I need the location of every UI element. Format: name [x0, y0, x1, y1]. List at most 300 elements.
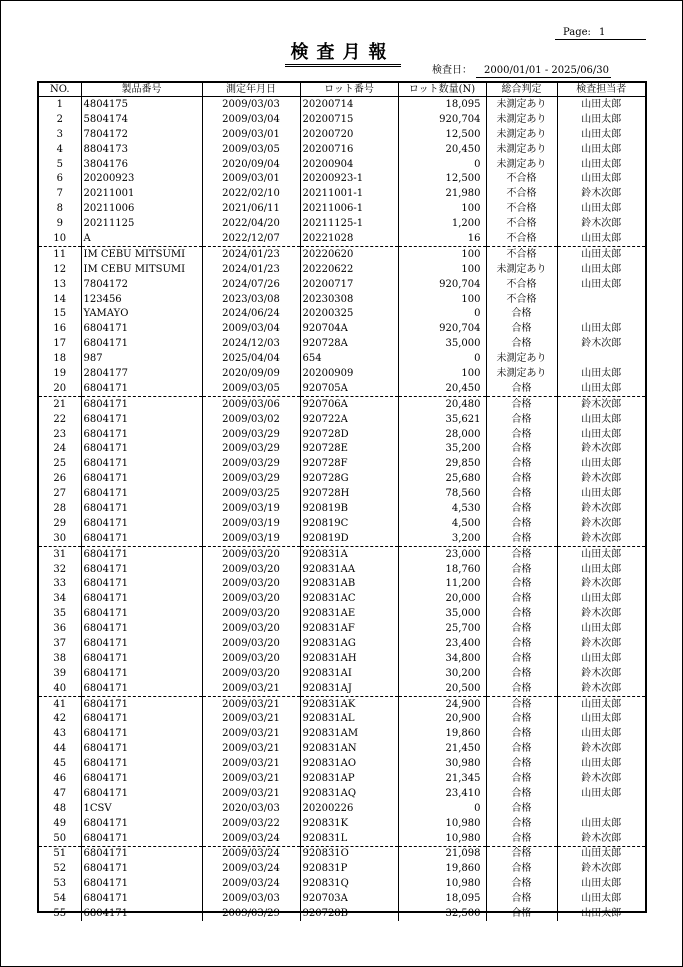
cell-no: 24 — [39, 441, 81, 456]
cell-no: 31 — [39, 546, 81, 561]
cell-product-number: 6804171 — [81, 906, 202, 921]
cell-lot-number: 920831AA — [300, 562, 398, 577]
cell-measurement-date: 2009/03/21 — [202, 726, 300, 741]
cell-product-number: 20211125 — [81, 216, 202, 231]
cell-overall-judgment: 合格 — [486, 396, 557, 411]
cell-product-number: 6804171 — [81, 876, 202, 891]
cell-lot-quantity: 0 — [398, 351, 486, 366]
cell-lot-quantity: 30,200 — [398, 666, 486, 681]
cell-no: 33 — [39, 577, 81, 592]
cell-lot-number: 920831AN — [300, 741, 398, 756]
cell-overall-judgment: 合格 — [486, 651, 557, 666]
cell-measurement-date: 2009/03/03 — [202, 97, 300, 112]
cell-lot-number: 20200226 — [300, 801, 398, 816]
cell-product-number: 7804172 — [81, 277, 202, 292]
cell-product-number: 1CSV — [81, 801, 202, 816]
table-row — [39, 577, 645, 592]
cell-no: 17 — [39, 336, 81, 351]
cell-inspector: 山田太郎 — [581, 367, 622, 379]
cell-lot-quantity: 20,450 — [398, 142, 486, 157]
table-row — [39, 171, 645, 186]
table-row — [39, 231, 645, 246]
cell-inspector: 山田太郎 — [557, 381, 645, 396]
cell-inspector: 山田太郎 — [581, 128, 622, 140]
cell-overall-judgment: 合格 — [486, 546, 557, 561]
cell-measurement-date: 2020/03/03 — [202, 801, 300, 816]
cell-no: 35 — [39, 606, 81, 621]
cell-inspector: 鈴木次郎 — [557, 681, 645, 696]
cell-inspector: 鈴木次郎 — [581, 638, 622, 649]
cell-measurement-date: 2009/03/02 — [202, 412, 300, 427]
cell-inspector: 山田太郎 — [581, 203, 622, 215]
cell-inspector: 山田太郎 — [581, 278, 622, 290]
cell-no: 12 — [39, 262, 81, 277]
col-header-measurement-date: 測定年月日 — [202, 83, 300, 97]
cell-lot-quantity: 20,500 — [398, 681, 486, 696]
cell-inspector: 鈴木次郎 — [581, 188, 622, 200]
cell-measurement-date: 2009/03/05 — [202, 381, 300, 396]
cell-overall-judgment: 未測定あり — [486, 127, 557, 142]
cell-lot-quantity: 3,200 — [398, 531, 486, 546]
report-title: 検査月報 — [290, 42, 395, 63]
cell-no: 15 — [39, 306, 81, 321]
table-row — [39, 712, 645, 727]
cell-no: 25 — [39, 456, 81, 471]
cell-lot-number: 920728D — [300, 427, 398, 442]
cell-overall-judgment: 合格 — [486, 696, 557, 711]
cell-lot-number: 920831Q — [300, 876, 398, 891]
cell-lot-number: 920831L — [300, 831, 398, 846]
cell-inspector: 山田太郎 — [581, 848, 622, 860]
cell-lot-quantity: 21,450 — [398, 741, 486, 756]
cell-product-number: 6804171 — [81, 816, 202, 831]
cell-measurement-date: 2009/03/29 — [202, 427, 300, 442]
table-row — [39, 427, 645, 442]
cell-inspector: 山田太郎 — [581, 263, 622, 275]
cell-lot-number: 920831AF — [300, 621, 398, 636]
table-row — [39, 97, 645, 112]
cell-measurement-date: 2021/06/11 — [202, 201, 300, 216]
table-row — [39, 456, 645, 471]
cell-no: 19 — [39, 366, 81, 381]
cell-inspector — [557, 292, 645, 307]
title-underline-2 — [285, 66, 401, 67]
cell-measurement-date: 2009/03/03 — [202, 891, 300, 906]
cell-product-number: 6804171 — [81, 441, 202, 456]
cell-no: 46 — [39, 771, 81, 786]
cell-no: 34 — [39, 591, 81, 606]
cell-lot-number: 20211125-1 — [300, 216, 398, 231]
cell-inspector: 山田太郎 — [581, 548, 622, 560]
cell-inspector: 山田太郎 — [581, 413, 622, 425]
cell-measurement-date: 2009/03/20 — [202, 666, 300, 681]
table-row — [39, 277, 645, 292]
cell-inspector: 山田太郎 — [581, 787, 622, 799]
cell-measurement-date: 2009/03/21 — [202, 786, 300, 801]
cell-lot-quantity: 12,500 — [398, 171, 486, 186]
cell-lot-number: 20230308 — [300, 292, 398, 307]
cell-no: 38 — [39, 651, 81, 666]
cell-lot-quantity: 920,704 — [398, 321, 486, 336]
cell-lot-quantity: 35,000 — [398, 336, 486, 351]
table-row — [39, 412, 645, 427]
cell-inspector: 山田太郎 — [581, 248, 622, 260]
cell-overall-judgment: 合格 — [486, 891, 557, 906]
cell-lot-quantity: 0 — [398, 157, 486, 172]
cell-lot-number: 20200325 — [300, 306, 398, 321]
cell-overall-judgment: 合格 — [486, 906, 557, 921]
cell-product-number: 6804171 — [81, 577, 202, 592]
cell-overall-judgment: 合格 — [486, 666, 557, 681]
cell-lot-number: 920819D — [300, 531, 398, 546]
cell-lot-quantity: 100 — [398, 366, 486, 381]
cell-lot-number: 920831AL — [300, 712, 398, 727]
table-header-row — [39, 83, 645, 97]
cell-lot-number: 920703A — [300, 891, 398, 906]
cell-lot-number: 920831AM — [300, 726, 398, 741]
cell-overall-judgment: 不合格 — [486, 201, 557, 216]
cell-product-number: 20211006 — [81, 201, 202, 216]
col-header-no: NO. — [39, 83, 81, 97]
cell-lot-quantity: 29,850 — [398, 456, 486, 471]
cell-no: 21 — [39, 396, 81, 411]
cell-product-number: 6804171 — [81, 427, 202, 442]
cell-lot-quantity: 32,500 — [398, 906, 486, 921]
cell-lot-number: 20211006-1 — [300, 201, 398, 216]
cell-overall-judgment: 合格 — [486, 501, 557, 516]
cell-measurement-date: 2009/03/20 — [202, 621, 300, 636]
table-row — [39, 262, 645, 277]
cell-measurement-date: 2009/03/04 — [202, 112, 300, 127]
cell-inspector: 鈴木次郎 — [581, 398, 622, 410]
table-row — [39, 127, 645, 142]
cell-overall-judgment: 合格 — [486, 726, 557, 741]
cell-lot-number: 920831AP — [300, 771, 398, 786]
cell-measurement-date: 2009/03/21 — [202, 681, 300, 696]
inspection-table — [39, 83, 645, 921]
cell-overall-judgment: 合格 — [486, 321, 557, 336]
cell-overall-judgment: 合格 — [486, 306, 557, 321]
title-underline — [285, 64, 401, 65]
cell-measurement-date: 2024/12/03 — [202, 336, 300, 351]
cell-product-number: 6804171 — [81, 412, 202, 427]
cell-product-number: 6804171 — [81, 486, 202, 501]
cell-measurement-date: 2009/03/06 — [202, 396, 300, 411]
cell-lot-quantity: 10,980 — [398, 816, 486, 831]
table-row — [39, 562, 645, 577]
table-row — [39, 651, 645, 666]
cell-product-number: 6804171 — [81, 741, 202, 756]
cell-inspector: 山田太郎 — [581, 728, 622, 740]
cell-inspector: 鈴木次郎 — [581, 578, 622, 590]
table-row — [39, 292, 645, 307]
cell-measurement-date: 2009/03/05 — [202, 142, 300, 157]
cell-overall-judgment: 合格 — [486, 441, 557, 456]
cell-no: 51 — [39, 846, 81, 861]
cell-inspector: 山田太郎 — [581, 713, 622, 725]
table-row — [39, 531, 645, 546]
cell-no: 45 — [39, 756, 81, 771]
cell-inspector: 山田太郎 — [557, 231, 645, 246]
cell-measurement-date: 2022/12/07 — [202, 231, 300, 246]
cell-product-number: 6804171 — [81, 516, 202, 531]
cell-overall-judgment: 合格 — [486, 771, 557, 786]
cell-lot-number: 20220622 — [300, 262, 398, 277]
table-row — [39, 471, 645, 486]
cell-lot-number: 920831AO — [300, 756, 398, 771]
cell-lot-number: 20200720 — [300, 127, 398, 142]
cell-lot-quantity: 12,500 — [398, 127, 486, 142]
cell-overall-judgment: 合格 — [486, 741, 557, 756]
cell-measurement-date: 2009/03/19 — [202, 531, 300, 546]
cell-product-number: 3804176 — [81, 157, 202, 172]
cell-lot-number: 920831AJ — [300, 681, 398, 696]
cell-overall-judgment: 未測定あり — [486, 157, 557, 172]
cell-measurement-date: 2009/03/20 — [202, 546, 300, 561]
cell-lot-quantity: 10,980 — [398, 876, 486, 891]
cell-lot-quantity: 18,095 — [398, 891, 486, 906]
cell-no: 50 — [39, 831, 81, 846]
cell-measurement-date: 2009/03/01 — [202, 127, 300, 142]
cell-overall-judgment: 不合格 — [486, 171, 557, 186]
cell-product-number: 2804177 — [81, 366, 202, 381]
cell-product-number: 6804171 — [81, 771, 202, 786]
cell-measurement-date: 2022/02/10 — [202, 186, 300, 201]
cell-overall-judgment: 合格 — [486, 471, 557, 486]
cell-lot-number: 20221028 — [300, 231, 398, 246]
cell-overall-judgment: 合格 — [486, 681, 557, 696]
cell-no: 27 — [39, 486, 81, 501]
cell-lot-number: 20200904 — [300, 157, 398, 172]
cell-no: 37 — [39, 636, 81, 651]
cell-overall-judgment: 未測定あり — [486, 366, 557, 381]
cell-overall-judgment: 合格 — [486, 606, 557, 621]
cell-lot-number: 920831AH — [300, 651, 398, 666]
cell-product-number: 6804171 — [81, 321, 202, 336]
cell-no: 18 — [39, 351, 81, 366]
cell-lot-quantity: 25,680 — [398, 471, 486, 486]
cell-no: 29 — [39, 516, 81, 531]
cell-inspector: 鈴木次郎 — [581, 338, 622, 350]
cell-overall-judgment: 合格 — [486, 577, 557, 592]
cell-measurement-date: 2009/03/21 — [202, 771, 300, 786]
cell-overall-judgment: 合格 — [486, 786, 557, 801]
cell-measurement-date: 2009/03/21 — [202, 741, 300, 756]
cell-lot-quantity: 19,860 — [398, 861, 486, 876]
cell-measurement-date: 2009/03/29 — [202, 456, 300, 471]
cell-measurement-date: 2009/03/22 — [202, 816, 300, 831]
cell-product-number: 987 — [81, 351, 202, 366]
table-row — [39, 501, 645, 516]
cell-no: 53 — [39, 876, 81, 891]
table-row — [39, 816, 645, 831]
cell-no: 7 — [39, 186, 81, 201]
cell-no: 32 — [39, 562, 81, 577]
cell-product-number: 6804171 — [81, 891, 202, 906]
cell-lot-number: 920831P — [300, 861, 398, 876]
cell-product-number: 6804171 — [81, 651, 202, 666]
table-body — [39, 97, 645, 921]
cell-measurement-date: 2009/03/29 — [202, 906, 300, 921]
cell-no: 9 — [39, 216, 81, 231]
cell-overall-judgment: 未測定あり — [486, 142, 557, 157]
cell-lot-quantity: 18,760 — [398, 562, 486, 577]
cell-overall-judgment: 合格 — [486, 636, 557, 651]
cell-overall-judgment: 不合格 — [486, 216, 557, 231]
cell-lot-quantity: 20,000 — [398, 591, 486, 606]
table-row — [39, 591, 645, 606]
cell-measurement-date: 2024/07/26 — [202, 277, 300, 292]
cell-lot-quantity: 20,900 — [398, 712, 486, 727]
table-row — [39, 216, 645, 231]
cell-product-number: 6804171 — [81, 712, 202, 727]
cell-no: 47 — [39, 786, 81, 801]
cell-overall-judgment: 不合格 — [486, 246, 557, 261]
cell-product-number: 6804171 — [81, 562, 202, 577]
table-row — [39, 186, 645, 201]
cell-lot-quantity: 25,700 — [398, 621, 486, 636]
cell-lot-quantity: 18,095 — [398, 97, 486, 112]
cell-no: 23 — [39, 427, 81, 442]
table-row — [39, 516, 645, 531]
cell-overall-judgment: 合格 — [486, 846, 557, 861]
table-row — [39, 396, 645, 411]
cell-product-number: 6804171 — [81, 591, 202, 606]
cell-no: 43 — [39, 726, 81, 741]
inspection-table-frame — [37, 81, 647, 920]
col-header-lot-quantity: ロット数量(N) — [398, 83, 486, 97]
cell-no: 8 — [39, 201, 81, 216]
cell-lot-quantity: 4,500 — [398, 516, 486, 531]
cell-inspector: 山田太郎 — [581, 908, 622, 920]
cell-lot-number: 920831AE — [300, 606, 398, 621]
date-range-label: 検査日： — [432, 65, 472, 76]
cell-product-number: 6804171 — [81, 336, 202, 351]
cell-overall-judgment: 合格 — [486, 381, 557, 396]
cell-no: 5 — [39, 157, 81, 172]
cell-no: 39 — [39, 666, 81, 681]
cell-inspector: 山田太郎 — [581, 893, 622, 905]
cell-inspector — [557, 351, 645, 366]
cell-no: 6 — [39, 171, 81, 186]
cell-lot-quantity: 100 — [398, 246, 486, 261]
cell-lot-quantity: 100 — [398, 262, 486, 277]
cell-measurement-date: 2009/03/20 — [202, 562, 300, 577]
cell-lot-number: 920705A — [300, 381, 398, 396]
table-row — [39, 891, 645, 906]
cell-overall-judgment: 合格 — [486, 591, 557, 606]
cell-inspector: 山田太郎 — [581, 143, 622, 155]
cell-lot-quantity: 28,000 — [398, 427, 486, 442]
cell-inspector: 山田太郎 — [581, 593, 622, 605]
cell-inspector: 鈴木次郎 — [581, 863, 622, 875]
cell-measurement-date: 2009/03/20 — [202, 636, 300, 651]
cell-inspector: 山田太郎 — [581, 428, 622, 440]
cell-lot-number: 20200714 — [300, 97, 398, 112]
table-row — [39, 741, 645, 756]
table-row — [39, 441, 645, 456]
cell-no: 48 — [39, 801, 81, 816]
cell-lot-quantity: 24,900 — [398, 696, 486, 711]
table-row — [39, 606, 645, 621]
table-row — [39, 142, 645, 157]
cell-inspector: 山田太郎 — [581, 98, 622, 110]
cell-lot-number: 20220620 — [300, 246, 398, 261]
cell-no: 30 — [39, 531, 81, 546]
cell-no: 26 — [39, 471, 81, 486]
date-range-value: 2000/01/01 - 2025/06/30 — [476, 64, 611, 78]
cell-lot-number: 920728A — [300, 336, 398, 351]
col-header-product-number: 製品番号 — [81, 83, 202, 97]
cell-inspector: 鈴木次郎 — [557, 831, 645, 846]
cell-lot-quantity: 21,980 — [398, 186, 486, 201]
cell-product-number: 6804171 — [81, 531, 202, 546]
page-number — [555, 26, 646, 40]
table-row — [39, 861, 645, 876]
cell-overall-judgment: 合格 — [486, 621, 557, 636]
cell-measurement-date: 2009/03/24 — [202, 861, 300, 876]
table-row — [39, 636, 645, 651]
table-row — [39, 831, 645, 846]
cell-measurement-date: 2009/03/19 — [202, 501, 300, 516]
cell-product-number: 7804172 — [81, 127, 202, 142]
cell-product-number: IM CEBU MITSUMI — [81, 262, 202, 277]
table-row — [39, 846, 645, 861]
table-row — [39, 696, 645, 711]
cell-lot-number: 920831AG — [300, 636, 398, 651]
cell-overall-judgment: 合格 — [486, 456, 557, 471]
cell-measurement-date: 2009/03/04 — [202, 321, 300, 336]
cell-lot-number: 920728E — [300, 441, 398, 456]
cell-product-number: 6804171 — [81, 606, 202, 621]
cell-measurement-date: 2009/03/21 — [202, 712, 300, 727]
cell-inspector: 山田太郎 — [581, 113, 622, 125]
cell-overall-judgment: 未測定あり — [486, 97, 557, 112]
table-row — [39, 351, 645, 366]
cell-product-number: 6804171 — [81, 636, 202, 651]
cell-lot-quantity: 30,980 — [398, 756, 486, 771]
cell-measurement-date: 2009/03/29 — [202, 471, 300, 486]
cell-overall-judgment: 不合格 — [486, 231, 557, 246]
table-row — [39, 336, 645, 351]
cell-lot-number: 20200716 — [300, 142, 398, 157]
cell-lot-quantity: 100 — [398, 201, 486, 216]
cell-overall-judgment: 合格 — [486, 801, 557, 816]
cell-lot-number: 920831AB — [300, 577, 398, 592]
table-row — [39, 546, 645, 561]
cell-lot-number: 920728G — [300, 471, 398, 486]
table-row — [39, 201, 645, 216]
cell-lot-number: 920819C — [300, 516, 398, 531]
cell-lot-quantity: 21,345 — [398, 771, 486, 786]
cell-inspector: 鈴木次郎 — [581, 517, 622, 529]
cell-measurement-date: 2009/03/20 — [202, 577, 300, 592]
cell-lot-number: 920819B — [300, 501, 398, 516]
cell-lot-quantity: 0 — [398, 801, 486, 816]
cell-inspector — [557, 801, 645, 816]
cell-no: 20 — [39, 381, 81, 396]
cell-overall-judgment: 合格 — [486, 531, 557, 546]
cell-inspector: 山田太郎 — [581, 323, 622, 335]
cell-overall-judgment: 合格 — [486, 336, 557, 351]
cell-lot-number: 20211001-1 — [300, 186, 398, 201]
cell-product-number: 6804171 — [81, 681, 202, 696]
cell-measurement-date: 2009/03/21 — [202, 756, 300, 771]
cell-product-number: 6804171 — [81, 666, 202, 681]
cell-lot-quantity: 78,560 — [398, 486, 486, 501]
cell-measurement-date: 2024/06/24 — [202, 306, 300, 321]
cell-inspector: 鈴木次郎 — [581, 502, 622, 514]
